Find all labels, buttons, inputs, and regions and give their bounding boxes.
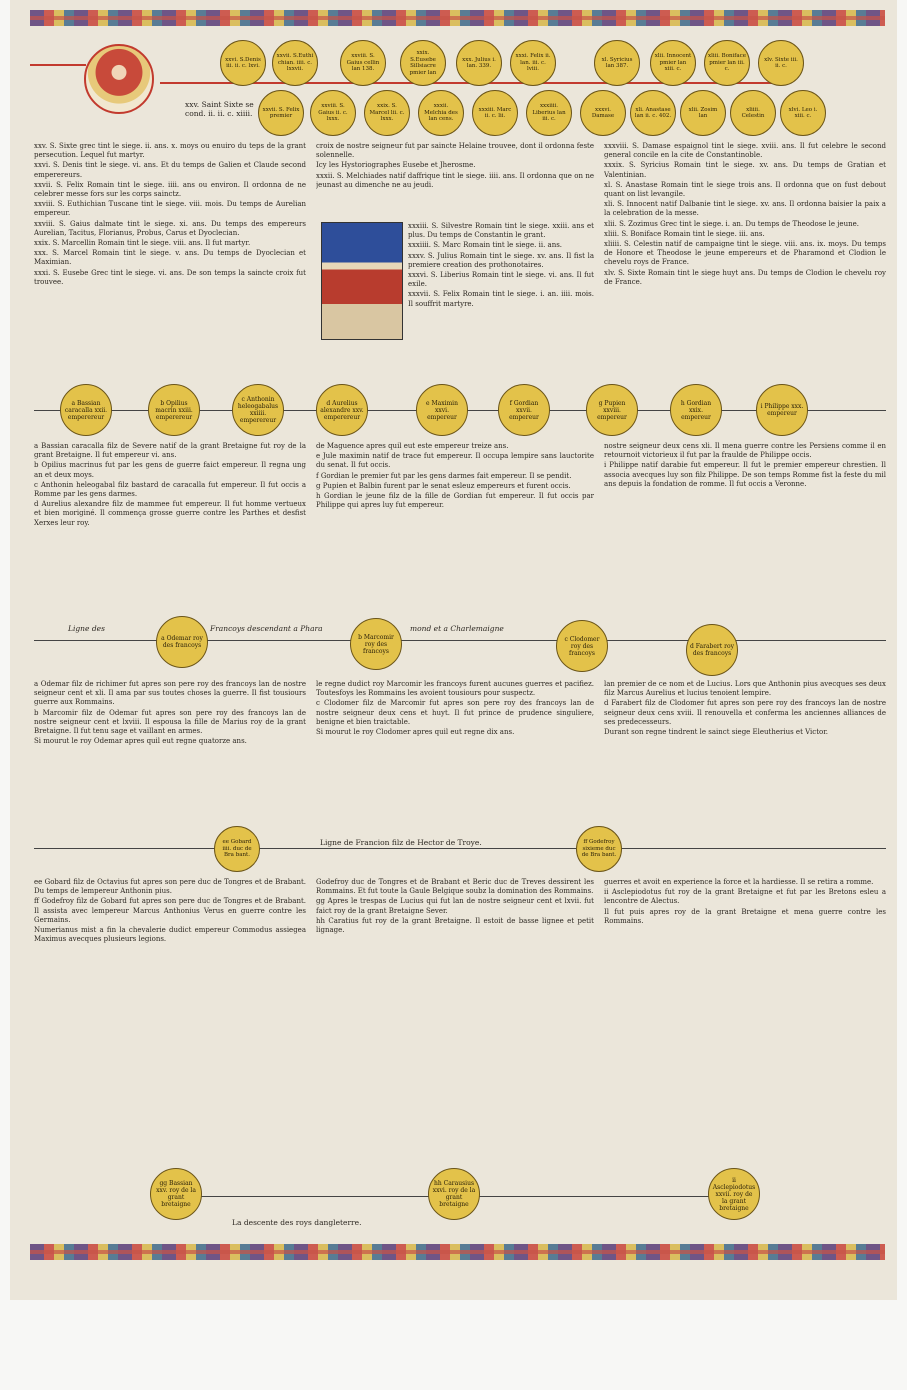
text-paragraph: Si mourut le roy Odemar apres quil eut regne quatorze ans. xyxy=(34,737,247,746)
pope-medal: xxvii. S.Euthi chian. iiii. c. lxxvii. xyxy=(272,40,318,86)
text-paragraph: guerres et avoit en experience la force et la hardiesse. Il se retira a romme. xyxy=(604,878,874,886)
frank-king-medal: a Odemar roy des francoys xyxy=(156,616,208,668)
text-paragraph: xxxviii. S. Damase espaignol tint le siege. xviii. ans. Il fut celebre le second general concile en la cite de Constantinoble. xyxy=(604,142,886,160)
text-paragraph: nostre seigneur deux cens xli. Il mena guerre contre les Persiens comme il en retournoit victorieux il fut par la fraulde de Philippe occis. xyxy=(604,442,886,460)
text-paragraph: xxxvii. S. Felix Romain tint le siege. i. an. iiii. mois. Il souffrit martyre. xyxy=(408,290,594,308)
emperor-medal: f Gordian xxvii. empereur xyxy=(498,384,550,436)
pope-medal: xliiii. Celestin xyxy=(730,90,776,136)
pope-medal: xl. Syricius lan 387. xyxy=(594,40,640,86)
pope-medal: xlvi. Leo i. xiii. c. xyxy=(780,90,826,136)
pope-medal: xxviii. S. Gaius cellin lan 138. xyxy=(340,40,386,86)
text-paragraph: xxxii. S. Melchiades natif daffrique tint le siege. iiii. ans. Il ordonna que on ne jeunast au dimenche ne au jeudi. xyxy=(316,171,594,189)
emperor-medal: a Bassian caracalla xxii. emperereur xyxy=(60,384,112,436)
pope-medal: xxxiii. Marc ii. c. lii. xyxy=(472,90,518,136)
pope-woodcut-image xyxy=(321,222,403,340)
text-paragraph: a Bassian caracalla filz de Severe natif de la grant Bretaigne fut roy de la grant Bretaigne. Il fut empereur vi. ans. xyxy=(34,442,306,460)
pope-medal: xlv. Sixte iii. ii. c. xyxy=(758,40,804,86)
section4-col1 xyxy=(34,878,306,1052)
text-paragraph: xxx. S. Marcel Romain tint le siege. v. ans. Du temps de Dyoclecian et Maximian. xyxy=(34,249,306,267)
text-paragraph: xliii. S. Boniface Romain tint le siege. iii. ans. xyxy=(604,229,765,238)
text-paragraph: Durant son regne tindrent le sainct siege Eleutherius et Victor. xyxy=(604,728,829,737)
text-paragraph: xxxix. S. Syricius Romain tint le siege. xv. ans. Du temps de Gratian et Valentinian. xyxy=(604,161,886,179)
frank-king-medal: c Clodomer roy des francoys xyxy=(556,620,608,672)
section2-col1 xyxy=(34,442,306,622)
section1-col1 xyxy=(34,142,306,364)
section3-col2 xyxy=(316,680,594,822)
section2-col3 xyxy=(604,442,886,622)
text-paragraph: e Jule maximin natif de trace fut empereur. Il occupa lempire sans lauctorite du senat. Il fut occis. xyxy=(316,452,594,470)
text-paragraph: xxviii. S. Gaius dalmate tint le siege. xi. ans. Du temps des empereurs Aurelian, Tacitus, Florianus, Probus, Carus et Dyoclecian. xyxy=(34,219,306,237)
text-paragraph: Godefroy duc de Tongres et de Brabant et Beric duc de Treves dessirent les Rommains. Et fut toute la Gaule Belgique soubz la domination des Rommains. xyxy=(316,878,594,896)
section4-col3 xyxy=(604,878,886,1052)
section1-col2-bottom xyxy=(408,222,594,366)
text-paragraph: xxxv. S. Julius Romain tint le siege. xv. ans. Il fist la premiere creation des prothonotaires. xyxy=(408,251,594,269)
britain-line-label: La descente des roys dangleterre. xyxy=(232,1218,362,1227)
chronicle-page xyxy=(10,0,897,1300)
emperor-medal: d Aurelius alexandre xxv. emperereur xyxy=(316,384,368,436)
text-paragraph: xxxiii. S. Silvestre Romain tint le siege. xxiii. ans et plus. Du temps de Constantin le grant. xyxy=(408,222,594,240)
text-paragraph: xl. S. Anastase Romain tint le siege trois ans. Il ordonna que on fust debout quant on list levangile. xyxy=(604,180,886,199)
pope-medal: xxxvi. Damase xyxy=(580,90,626,136)
text-paragraph: xxvii. S. Felix Romain tint le siege. iiii. ans ou environ. Il ordonna de ne celebrer messe fors sur les corps sainctz. xyxy=(34,180,306,199)
pope-medal: xliii. Boniface pmier lan iii. c. xyxy=(704,40,750,86)
pope-medal: xli. Anastase lan ii. c. 402. xyxy=(630,90,676,136)
text-paragraph: croix de nostre seigneur fut par saincte Helaine trouvee, dont il ordonna feste solennelle. xyxy=(316,142,594,160)
britain-king-medal: hh Carausius xxvi. roy de la grant bretaigne xyxy=(428,1168,480,1220)
francion-genealogy-line xyxy=(34,848,886,849)
text-paragraph: xxix. S. Marcellin Romain tint le siege. viii. ans. Il fut martyr. xyxy=(34,239,251,248)
text-paragraph: xlii. S. Zozimus Grec tint le siege. i. an. Du temps de Theodose le jeune. xyxy=(604,219,859,228)
section4-col2 xyxy=(316,878,594,1052)
text-paragraph: xlv. S. Sixte Romain tint le siege huyt ans. Du temps de Clodion le chevelu roy de France. xyxy=(604,268,886,286)
text-paragraph: Si mourut le roy Clodomer apres quil eut regne dix ans. xyxy=(316,728,515,737)
text-paragraph: le regne dudict roy Marcomir les francoys furent aucunes guerres et pacifiez. Toutesfoys les Rommains les avoient tousiours pour suspectz. xyxy=(316,680,594,698)
text-paragraph: Numerianus mist a fin la chevalerie dudict empereur Commodus assiegea Maximus avecques plusieurs legions. xyxy=(34,926,306,944)
section3-col1 xyxy=(34,680,306,822)
text-paragraph: c Anthonin heleogabal filz bastard de caracalla fut empereur. Il fut occis a Romme par les gens darmes. xyxy=(34,480,306,499)
section1-col3 xyxy=(604,142,886,364)
text-paragraph: b Marcomir filz de Odemar fut apres son pere roy des francoys lan de nostre seigneur cent et lxviii. Il espousa la fille de Marius roy de la grant Bretaigne. Il fut tenu sage et vaillant en armes. xyxy=(34,708,306,736)
text-paragraph: xliiii. S. Celestin natif de campaigne tint le siege. viii. ans. ix. moys. Du temps de Honore et Theodose le jeune empereurs et de Pharamond et Clodion le chevelu roys de France. xyxy=(604,240,886,267)
top-red-line-left xyxy=(30,64,86,66)
frank-king-medal: d Farabert roy des francoys xyxy=(686,624,738,676)
pope-medal: xxviii. S. Gaius ii. c. lxxx. xyxy=(310,90,356,136)
text-paragraph: xli. S. Innocent natif Dalbanie tint le siege. xv. ans. Il ordonna baisier la paix a la celebration de la messe. xyxy=(604,200,886,218)
franks-line-right-label: mond et a Charlemaigne xyxy=(410,624,504,633)
pope-medal: xxvii. S. Felix premier xyxy=(258,90,304,136)
pope-portrait-icon xyxy=(84,44,154,114)
text-paragraph: lan premier de ce nom et de Lucius. Lors que Anthonin pius avecques ses deux filz Marcus Aurelius et lucius tenoient lempire. xyxy=(604,680,886,698)
text-paragraph: xxxiiii. S. Marc Romain tint le siege. ii. ans. xyxy=(408,241,563,250)
text-paragraph: ii Asclepiodotus fut roy de la grant Bretaigne et fut par les Bretons esleu a lencontre de Alectus. xyxy=(604,888,886,906)
text-paragraph: f Gordian le premier fut par les gens darmes fait empereur. Il se pendit. xyxy=(316,471,572,480)
text-paragraph: ff Godefroy filz de Gobard fut apres son pere duc de Tongres et de Brabant. Il assista avec lempereur Marcus Anthonius Verus en guerre contre les Germains. xyxy=(34,897,306,924)
pope-medal: xlii. Innocent pmier lan xiii. c. xyxy=(650,40,696,86)
britain-king-medal: ii Asclepiodotus xxvii. roy de la grant bretaigne xyxy=(708,1168,760,1220)
emperor-medal: e Maximin xxvi. empereur xyxy=(416,384,468,436)
text-paragraph: xxxvi. S. Liberius Romain tint le siege. vi. ans. Il fut exile. xyxy=(408,271,594,289)
pope-medal: xlii. Zosim lan xyxy=(680,90,726,136)
britain-king-medal: gg Bassian xxv. roy de la grant bretaigne xyxy=(150,1168,202,1220)
section1-col2-top xyxy=(316,142,594,220)
emperor-medal: h Gordian xxix. empereur xyxy=(670,384,722,436)
text-paragraph: xxvi. S. Denis tint le siege. vi. ans. Et du temps de Galien et Claude second emperereurs. xyxy=(34,161,306,179)
emperor-medal: i Philippe xxx. empereur xyxy=(756,384,808,436)
pope-medal: xxix. S.Eusebe Sillsiacre pmier lan xyxy=(400,40,446,86)
text-paragraph: de Maguence apres quil eut este empereur treize ans. xyxy=(316,442,509,450)
pope-medal: xxxii. Melchia des lan cens. xyxy=(418,90,464,136)
pope-medal: xxix. S. Marcel lii. c. lxxx. xyxy=(364,90,410,136)
pope-medal: xxvi. S.Denis iii. ii. c. lxvi. xyxy=(220,40,266,86)
text-paragraph: hh Caratius fut roy de la grant Bretaigne. Il estoit de basse lignee et petit lignage. xyxy=(316,916,594,935)
text-paragraph: d Aurelius alexandre filz de mammee fut empereur. Il fut homme vertueux et bien moriginé. Il commença grosse guerre contre les Parthes et desfist Xerxes leur roy. xyxy=(34,500,306,527)
text-paragraph: g Pupien et Balbin furent par le senat esleuz empereurs et furent occis. xyxy=(316,481,571,490)
bottom-decorative-border xyxy=(30,1244,885,1260)
text-paragraph: xxv. S. Sixte grec tint le siege. ii. ans. x. moys ou enuiro du teps de la grant persecution. Lequel fut martyr. xyxy=(34,142,306,160)
saint-sixtus-label: xxv. Saint Sixte se cond. ii. ii. c. xiiii. xyxy=(185,100,254,118)
text-paragraph: a Odemar filz de richimer fut apres son pere roy des francoys lan de nostre seigneur cent et xli. Il ama par sus toutes choses la guerre. Il fist tousiours guerre aux Rommains. xyxy=(34,680,306,707)
top-decorative-border xyxy=(30,10,885,26)
brabant-duke-medal: ee Gobard iiii. duc de Bra bant. xyxy=(214,826,260,872)
francion-line-label: Ligne de Francion filz de Hector de Troye. xyxy=(320,838,482,847)
emperor-medal: c Anthonin heleogabalus xxiiii. emperereur xyxy=(232,384,284,436)
text-paragraph: Il fut puis apres roy de la grant Bretaigne et mena guerre contre les Rommains. xyxy=(604,907,886,925)
text-paragraph: xxviii. S. Euthichian Tuscane tint le siege. viii. mois. Du temps de Aurelian empereur. xyxy=(34,200,306,218)
frank-king-medal: b Marcomir roy des francoys xyxy=(350,618,402,670)
text-paragraph: b Opilius macrinus fut par les gens de guerre faict empereur. Il regna ung an et deux moys. xyxy=(34,461,306,479)
franks-line-label: Ligne des xyxy=(68,624,105,633)
text-paragraph: d Farabert filz de Clodomer fut apres son pere roy des francoys lan de nostre seigneur deux cens xviii. Il renouvella et conferma les anciennes alliances de ses predecesseurs. xyxy=(604,699,886,726)
brabant-duke-medal: ff Godefroy sixieme duc de Bra bant. xyxy=(576,826,622,872)
text-paragraph: gg Apres le trespas de Lucius qui fut lan de nostre seigneur cent et lxvii. fut faict roy de la grant Bretaigne Sever. xyxy=(316,897,594,915)
text-paragraph: h Gordian le jeune filz de la fille de Gordian fut empereur. Il fut occis par Philippe qui apres luy fut empereur. xyxy=(316,492,594,510)
text-paragraph: ee Gobard filz de Octavius fut apres son pere duc de Tongres et de Brabant. Du temps de lempereur Anthonin pius. xyxy=(34,878,306,896)
text-paragraph: Icy les Hystoriographes Eusebe et Jherosme. xyxy=(316,161,476,170)
section2-col2 xyxy=(316,442,594,622)
franks-line-middle-label: Francoys descendant a Phara xyxy=(210,624,323,633)
pope-medal: xxxi. Felix ii. lan. iii. c. lviii. xyxy=(510,40,556,86)
pope-medal: xxx. Julius i. lan. 339. xyxy=(456,40,502,86)
emperor-medal: b Opilius macrin xxiii. emperereur xyxy=(148,384,200,436)
pope-medal: xxxiiii. Liberius lan iii. c. xyxy=(526,90,572,136)
text-paragraph: xxxi. S. Eusebe Grec tint le siege. vi. ans. De son temps la saincte croix fut trouvee. xyxy=(34,268,306,286)
text-paragraph: i Philippe natif darabie fut empereur. Il fut le premier empereur chrestien. Il associa avecques luy son filz Philippe. De son temps Romme fist la feste du mil ans depuis la fondation de romme. Il fut occis a Veronne. xyxy=(604,461,886,488)
text-paragraph: c Clodomer filz de Marcomir fut apres son pere roy des francoys lan de nostre seigneur deux cens et huyt. Il fut prince de prudence singuliere, benigne et bien traictable. xyxy=(316,699,594,726)
section3-col3 xyxy=(604,680,886,822)
emperor-medal: g Pupien xxviii. empereur xyxy=(586,384,638,436)
